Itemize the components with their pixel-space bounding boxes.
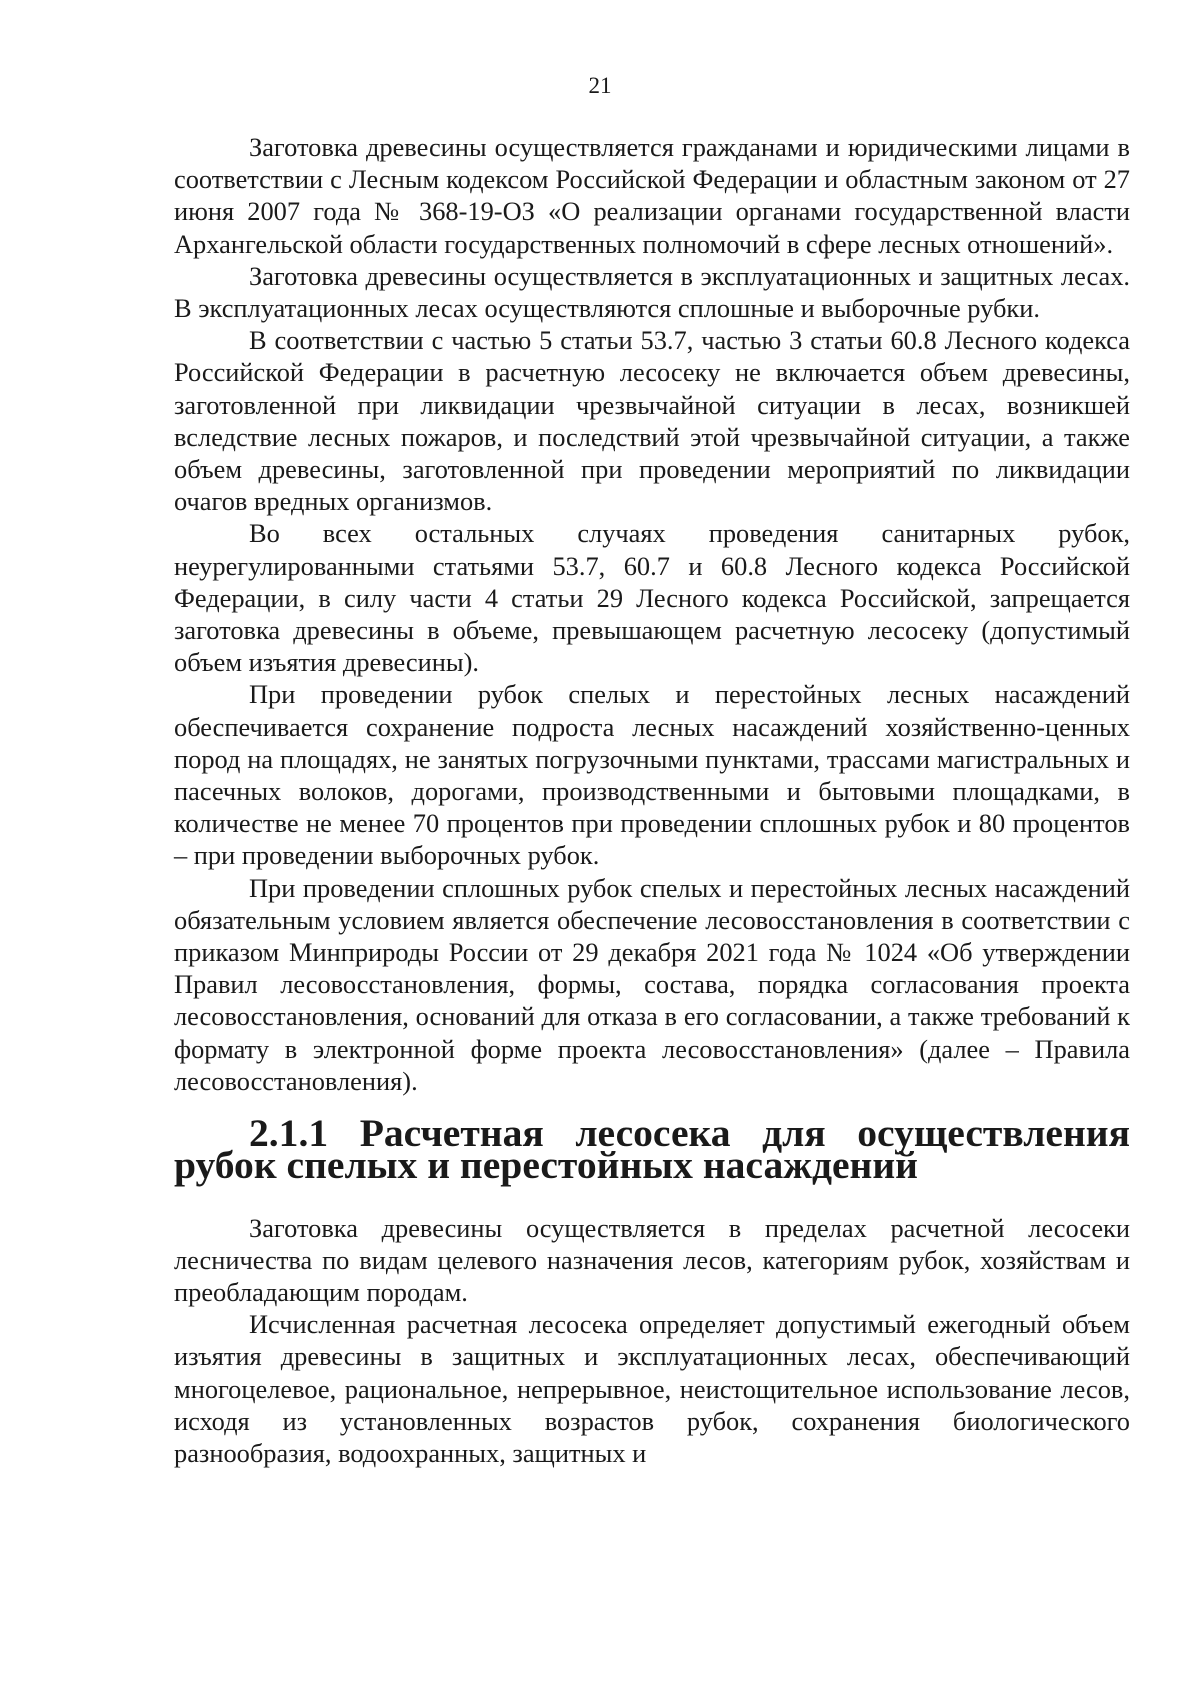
paragraph: В соответствии с частью 5 статьи 53.7, частью 3 статьи 60.8 Лесного кодекса Российской Федерации в расчетную лесосеку не включается объем древесины, заготовленной при ликвидации чрезвычайной ситуации в лесах, возникшей вследствие лесных пожаров, и последствий этой чрезвычайной ситуации, а также объем древесины, заготовленной при проведении мероприятий по ликвидации очагов вредных организмов. — [174, 325, 1130, 517]
paragraph: Заготовка древесины осуществляется в эксплуатационных и защитных лесах. В эксплуатационных лесах осуществляются сплошные и выборочные рубки. — [174, 260, 1130, 324]
page-number: 21 — [588, 73, 612, 98]
section-heading: 2.1.1 Расчетная лесосека для осуществления рубок спелых и перестойных насаждений — [174, 1111, 1130, 1188]
body-text — [174, 131, 1130, 1469]
paragraph: Заготовка древесины осуществляется гражданами и юридическими лицами в соответствии с Лесным кодексом Российской Федерации и областным законом от 27 июня 2007 года № 368-19-ОЗ «О реализации органами государственной власти Архангельской области государственных полномочий в сфере лесных отношений». — [174, 132, 1130, 259]
paragraph: При проведении сплошных рубок спелых и перестойных лесных насаждений обязательным условием является обеспечение лесовосстановления в соответствии с приказом Минприроды России от 29 декабря 2021 года № 1024 «Об утверждении Правил лесовосстановления, формы, состава, порядка согласования проекта лесовосстановления, оснований для отказа в его согласовании, а также требований к формату в электронной форме проекта лесовосстановления» (далее – Правила лесовосстановления). — [174, 872, 1130, 1096]
paragraph: При проведении рубок спелых и перестойных лесных насаждений обеспечивается сохранение подроста лесных насаждений хозяйственно-ценных пород на площадях, не занятых погрузочными пунктами, трассами магистральных и пасечных волоков, дорогами, производственными и бытовыми площадками, в количестве не менее 70 процентов при проведении сплошных рубок и 80 процентов – при проведении выборочных рубок. — [174, 679, 1130, 871]
paragraph: Заготовка древесины осуществляется в пределах расчетной лесосеки лесничества по видам целевого назначения лесов, категориям рубок, хозяйствам и преобладающим породам. — [174, 1212, 1130, 1307]
paragraph: Во всех остальных случаях проведения санитарных рубок, неурегулированными статьями 53.7, 60.7 и 60.8 Лесного кодекса Российской Федерации, в силу части 4 статьи 29 Лесного кодекса Российской, запрещается заготовка древесины в объеме, превышающем расчетную лесосеку (допустимый объем изъятия древесины). — [174, 518, 1130, 678]
paragraph: Исчисленная расчетная лесосека определяет допустимый ежегодный объем изъятия древесины в защитных и эксплуатационных лесах, обеспечивающий многоцелевое, рациональное, непрерывное, неистощительное использование лесов, исходя из установленных возрастов рубок, сохранения биологического разнообразия, водоохранных, защитных и — [174, 1309, 1130, 1468]
